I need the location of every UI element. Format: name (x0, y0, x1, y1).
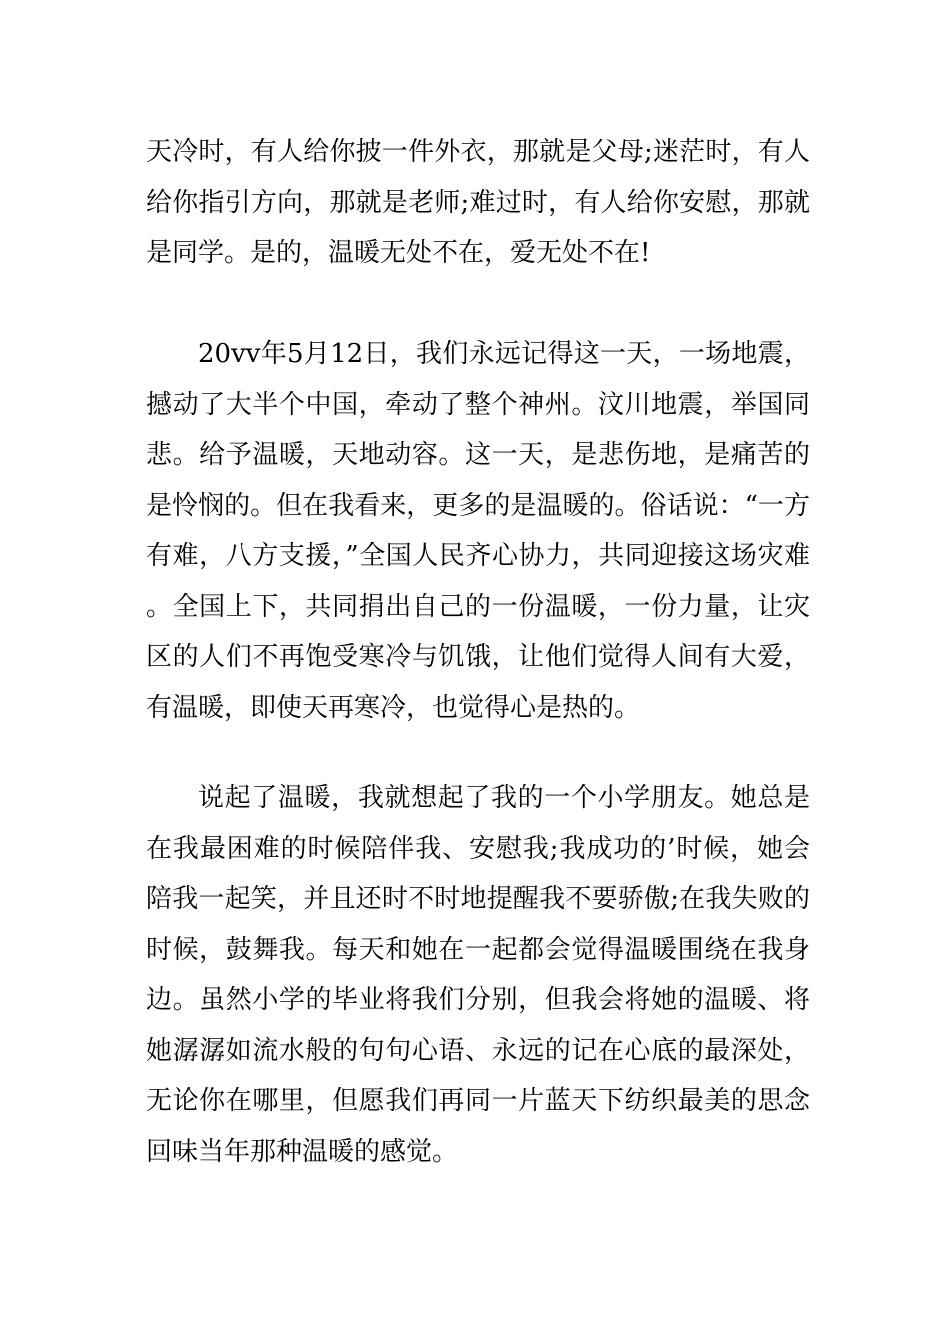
paragraph-1: 天冷时，有人给你披一件外衣，那就是父母;迷茫时，有人给你指引方向，那就是老师;难过时，有人给你安慰，那就是同学。是的，温暖无处不在，爱无处不在! (146, 137, 810, 268)
paragraph-3: 说起了温暖，我就想起了我的一个小学朋友。她总是在我最困难的时候陪伴我、安慰我;我成功的’时候，她会陪我一起笑，并且还时不时地提醒我不要骄傲;在我失败的时候，鼓舞我。每天和她在一起都会觉得温暖围绕在我身边。虽然小学的毕业将我们分别，但我会将她的温暖、将她潺潺如流水般的句句心语、永远的记在心底的最深处，无论你在哪里，但愿我们再同一片蓝天下纺织最美的思念回味当年那种温暖的感觉。 (146, 783, 810, 1167)
paragraph-2: 20vv年5月12日，我们永远记得这一天，一场地震，撼动了大半个中国，牵动了整个神州。汶川地震，举国同悲。给予温暖，天地动容。这一天，是悲伤地，是痛苦的是怜悯的。但在我看来，更多的是温暖的。俗话说：“一方有难，八方支援，”全国人民齐心协力，共同迎接这场灾难。全国上下，共同捐出自己的一份温暖，一份力量，让灾区的人们不再饱受寒冷与饥饿，让他们觉得人间有大爱，有温暖，即使天再寒冷，也觉得心是热的。 (146, 339, 810, 723)
